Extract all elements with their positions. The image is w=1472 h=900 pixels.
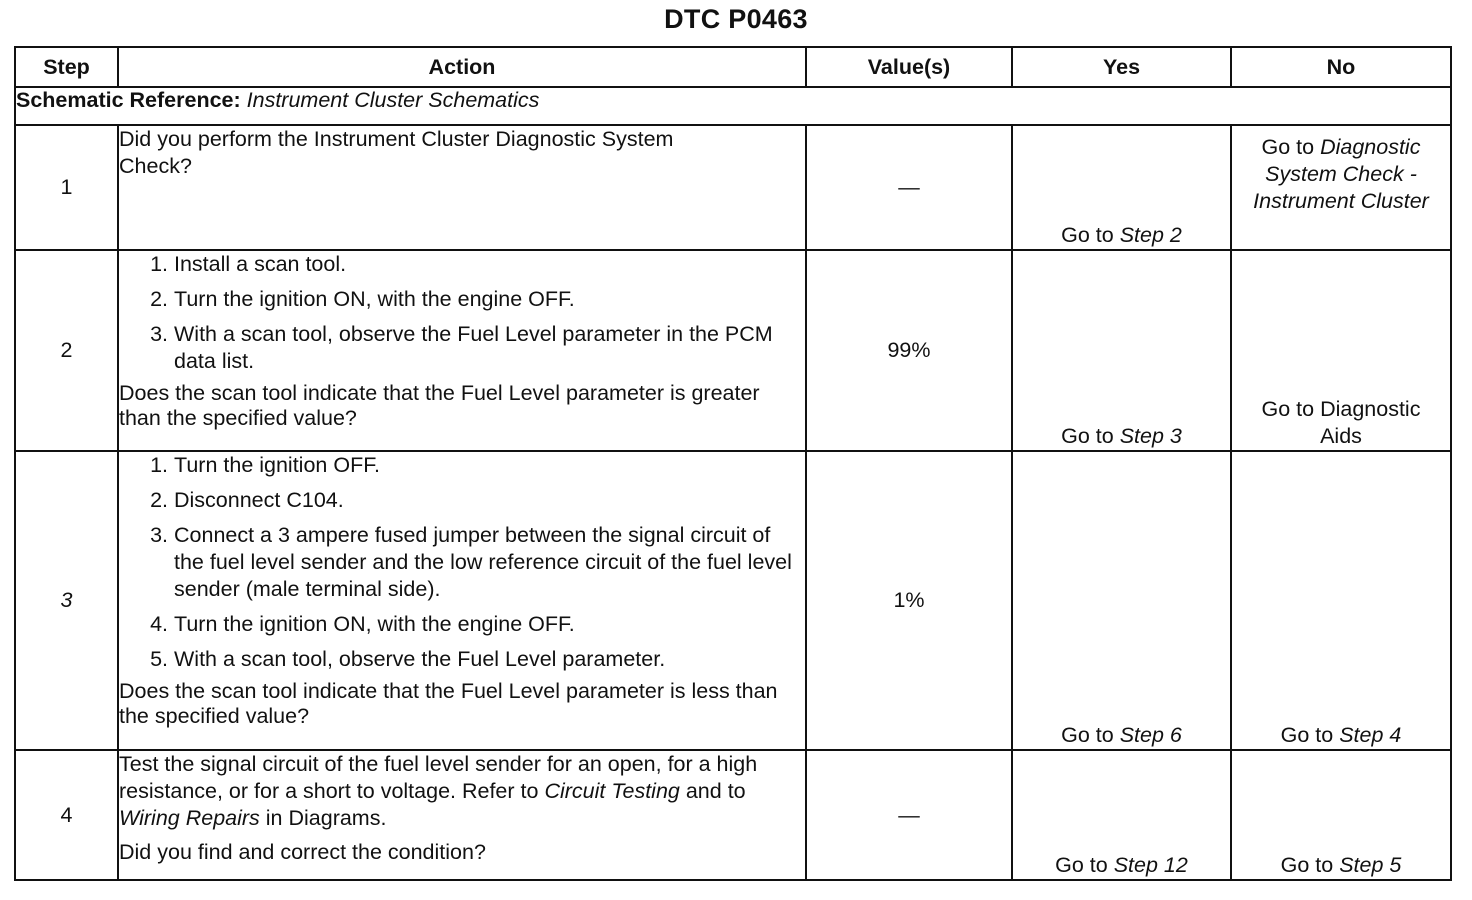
- table-row: [15, 125, 1451, 250]
- header-yes: Yes: [1012, 47, 1231, 87]
- step-number: 1: [15, 125, 118, 250]
- action-cell: [118, 451, 806, 750]
- schematic-value: Instrument Cluster Schematics: [246, 88, 540, 112]
- action-question: Did you find and correct the condition?: [119, 840, 486, 864]
- table-row: [15, 451, 1451, 750]
- action-step: 2. Disconnect C104.: [174, 487, 805, 514]
- no-text: Go to Diagnostic Aids: [1261, 397, 1421, 448]
- step-number: 2: [15, 250, 118, 451]
- header-values: Value(s): [806, 47, 1012, 87]
- action-step: 1. Turn the ignition OFF.: [174, 452, 805, 479]
- no-cell: [1231, 250, 1451, 451]
- yes-cell: Go to Step 6: [1012, 451, 1231, 750]
- action-step: 2. Turn the ignition ON, with the engine OFF.: [174, 286, 805, 313]
- schematic-label: Schematic Reference:: [16, 88, 241, 112]
- circuit-testing-ref: Circuit Testing: [544, 779, 680, 803]
- action-cell: [118, 750, 806, 880]
- page-title: DTC P0463: [664, 4, 808, 34]
- schematic-reference-row: [15, 87, 1451, 125]
- action-question: Does the scan tool indicate that the Fuel Level parameter is less than the specified value?: [119, 679, 778, 728]
- action-step: 3. With a scan tool, observe the Fuel Level parameter in the PCM data list.: [174, 321, 805, 375]
- wiring-repairs-ref: Wiring Repairs: [119, 806, 260, 830]
- no-link: Step 5: [1339, 853, 1402, 877]
- yes-link: Step 12: [1113, 853, 1188, 877]
- action-step: 1. Install a scan tool.: [174, 251, 805, 278]
- schematic-reference: [15, 87, 1451, 125]
- header-action: Action: [118, 47, 806, 87]
- value-cell: 1%: [806, 451, 1012, 750]
- action-text: Test the signal circuit of the fuel level sender for an open, for a high resistance, or for a short to voltage. Refer to Circuit Testing and to Wiring Repairs in Diagrams.: [119, 752, 758, 830]
- no-cell: Go to Diagnostic System Check - Instrument Cluster: [1231, 125, 1451, 250]
- action-step: 5. With a scan tool, observe the Fuel Level parameter.: [174, 646, 805, 673]
- step-number: 4: [15, 750, 118, 880]
- value-cell: —: [806, 125, 1012, 250]
- action-step: 3. Connect a 3 ampere fused jumper between the signal circuit of the fuel level sender and the low reference circuit of the fuel level sender (male terminal side).: [174, 522, 805, 603]
- no-cell: Go to Step 5: [1231, 750, 1451, 880]
- value-cell: —: [806, 750, 1012, 880]
- action-step: 4. Turn the ignition ON, with the engine OFF.: [174, 611, 805, 638]
- action-steps: [119, 452, 805, 673]
- table-row: [15, 250, 1451, 451]
- diagnostic-table: [14, 46, 1452, 881]
- action-cell: [118, 250, 806, 451]
- action-steps: [119, 251, 805, 375]
- step-number: 3: [15, 451, 118, 750]
- yes-cell: Go to Step 3: [1012, 250, 1231, 451]
- value-cell: 99%: [806, 250, 1012, 451]
- yes-cell: Go to Step 2: [1012, 125, 1231, 250]
- yes-cell: Go to Step 12: [1012, 750, 1231, 880]
- yes-link: Step 6: [1119, 723, 1182, 747]
- no-link: Step 4: [1339, 723, 1402, 747]
- table-row: [15, 750, 1451, 880]
- header-step: Step: [15, 47, 118, 87]
- header-no: No: [1231, 47, 1451, 87]
- yes-link: Step 3: [1119, 424, 1182, 448]
- action-text: Did you perform the Instrument Cluster Diagnostic System Check?: [119, 127, 674, 178]
- yes-link: Step 2: [1119, 223, 1182, 247]
- no-link: Diagnostic System Check - Instrument Cluster: [1253, 135, 1429, 213]
- action-cell: [118, 125, 806, 250]
- header-row: [15, 47, 1451, 87]
- no-cell: Go to Step 4: [1231, 451, 1451, 750]
- action-question: Does the scan tool indicate that the Fuel Level parameter is greater than the specified value?: [119, 381, 760, 430]
